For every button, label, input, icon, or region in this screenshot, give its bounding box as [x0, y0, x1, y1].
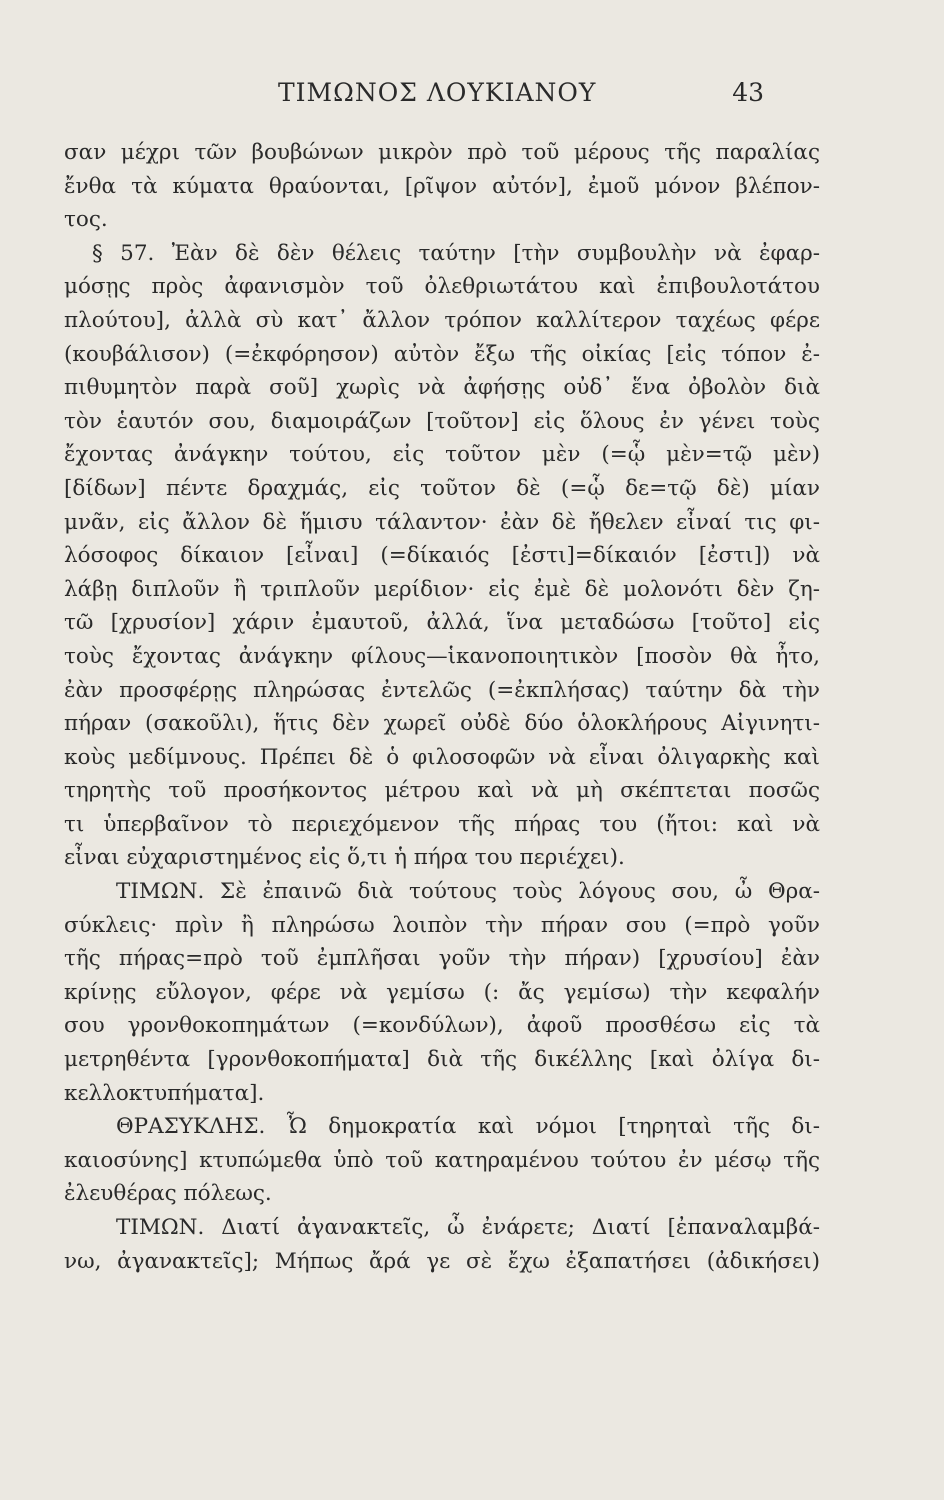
- text-line: ἔνθα τὰ κύματα θραύονται, [ρῖψον αὐτόν], ἐμοῦ μόνον βλέπον-: [64, 173, 820, 199]
- text-line: ΤΙΜΩΝ. Σὲ ἐπαινῶ διὰ τούτους τοὺς λόγους σου, ὦ Θρα-: [116, 879, 820, 905]
- text-line: ἔχοντας ἀνάγκην τούτου, εἰς τοῦτον μὲν (=ᾧ μὲν=τῷ μὲν): [64, 442, 820, 468]
- text-line: μόσῃς πρὸς ἀφανισμὸν τοῦ ὀλεθριωτάτου καὶ ἐπιβουλοτάτου: [64, 274, 820, 300]
- text-line: ἐλευθέρας πόλεως.: [64, 1181, 272, 1207]
- text-line: ἐὰν προσφέρῃς πληρώσας ἐντελῶς (=ἐκπλήσας) ταύτην δὰ τὴν: [64, 677, 820, 703]
- text-line: εἶναι εὐχαριστημένος εἰς ὅ,τι ἡ πήρα του περιέχει).: [64, 845, 625, 871]
- text-line: τι ὑπερβαῖνον τὸ περιεχόμενον τῆς πήρας του (ἤτοι: καὶ νὰ: [64, 811, 820, 837]
- text-line: λάβῃ διπλοῦν ἢ τριπλοῦν μερίδιον· εἰς ἐμὲ δὲ μολονότι δὲν ζη-: [64, 576, 820, 602]
- text-line: (κουβάλισον) (=ἐκφόρησον) αὐτὸν ἔξω τῆς οἰκίας [εἰς τόπον ἐ-: [64, 341, 820, 367]
- text-line: σύκλεις· πρὶν ἢ πληρώσω λοιπὸν τὴν πήραν σου (=πρὸ γοῦν: [64, 912, 820, 938]
- text-line: § 57. Ἐὰν δὲ δὲν θέλεις ταύτην [τὴν συμβουλὴν νὰ ἐφαρ-: [92, 240, 820, 266]
- text-line: κοὺς μεδίμνους. Πρέπει δὲ ὁ φιλοσοφῶν νὰ εἶναι ὀλιγαρκὴς καὶ: [64, 744, 820, 770]
- text-line: σου γρονθοκοπημάτων (=κονδύλων), ἀφοῦ προσθέσω εἰς τὰ: [64, 1013, 820, 1039]
- text-line: ΤΙΜΩΝ. Διατί ἀγανακτεῖς, ὦ ἐνάρετε; Διατί [ἐπαναλαμβά-: [116, 1215, 820, 1240]
- text-line: μετρηθέντα [γρονθοκοπήματα] διὰ τῆς δικέλλης [καὶ ὀλίγα δι-: [64, 1047, 820, 1073]
- text-line: πιθυμητὸν παρὰ σοῦ] χωρὶς νὰ ἀφήσῃς οὐδ᾽ ἕνα ὀβολὸν διὰ: [64, 375, 820, 401]
- text-line: τῶ [χρυσίον] χάριν ἐμαυτοῦ, ἀλλά, ἵνα μεταδώσω [τοῦτο] εἰς: [64, 610, 820, 636]
- text-line: ΘΡΑΣΥΚΛΗΣ. Ὦ δημοκρατία καὶ νόμοι [τηρηταὶ τῆς δι-: [116, 1114, 820, 1140]
- page-header: [0, 78, 944, 114]
- text-line: τοὺς ἔχοντας ἀνάγκην φίλους—ἱκανοποιητικὸν [ποσὸν θὰ ἦτο,: [64, 643, 820, 669]
- text-line: κρίνῃς εὔλογον, φέρε νὰ γεμίσω (: ἄς γεμίσω) τὴν κεφαλήν: [64, 979, 820, 1005]
- text-line: πλούτου], ἀλλὰ σὺ κατ᾽ ἄλλον τρόπον καλλίτερον ταχέως φέρε: [64, 307, 820, 333]
- text-line: τηρητὴς τοῦ προσήκοντος μέτρου καὶ νὰ μὴ σκέπτεται ποσῶς: [64, 778, 820, 804]
- text-line: σαν μέχρι τῶν βουβώνων μικρὸν πρὸ τοῦ μέρους τῆς παραλίας: [64, 140, 820, 165]
- body-text: [64, 136, 820, 1278]
- text-line: νω, ἀγανακτεῖς]; Μήπως ἄρά γε σὲ ἔχω ἐξαπατήσει (ἀδικήσει): [64, 1248, 820, 1274]
- page-number: 43: [732, 78, 764, 107]
- text-line: τῆς πήρας=πρὸ τοῦ ἐμπλῆσαι γοῦν τὴν πήραν) [χρυσίου] ἐὰν: [64, 946, 820, 972]
- text-line: μνᾶν, εἰς ἄλλον δὲ ἥμισυ τάλαντον· ἐὰν δὲ ἤθελεν εἶναί τις φι-: [64, 509, 820, 535]
- text-line: λόσοφος δίκαιον [εἶναι] (=δίκαιός [ἐστι]=δίκαιόν [ἐστι]) νὰ: [64, 543, 820, 569]
- text-line: καιοσύνης] κτυπώμεθα ὑπὸ τοῦ κατηραμένου τούτου ἐν μέσῳ τῆς: [64, 1147, 820, 1173]
- text-line: πήραν (σακοῦλι), ἥτις δὲν χωρεῖ οὐδὲ δύο ὁλοκλήρους Αἰγινητι-: [64, 711, 820, 737]
- text-line: κελλοκτυπήματα].: [64, 1080, 265, 1106]
- text-line: [δίδων] πέντε δραχμάς, εἰς τοῦτον δὲ (=ᾧ δε=τῷ δὲ) μίαν: [64, 475, 820, 501]
- text-line: τος.: [64, 207, 108, 233]
- running-title: ΤΙΜΩΝΟΣ ΛΟΥΚΙΑΝΟΥ: [278, 78, 597, 107]
- text-line: τὸν ἑαυτόν σου, διαμοιράζων [τοῦτον] εἰς ὅλους ἐν γένει τοὺς: [64, 408, 820, 434]
